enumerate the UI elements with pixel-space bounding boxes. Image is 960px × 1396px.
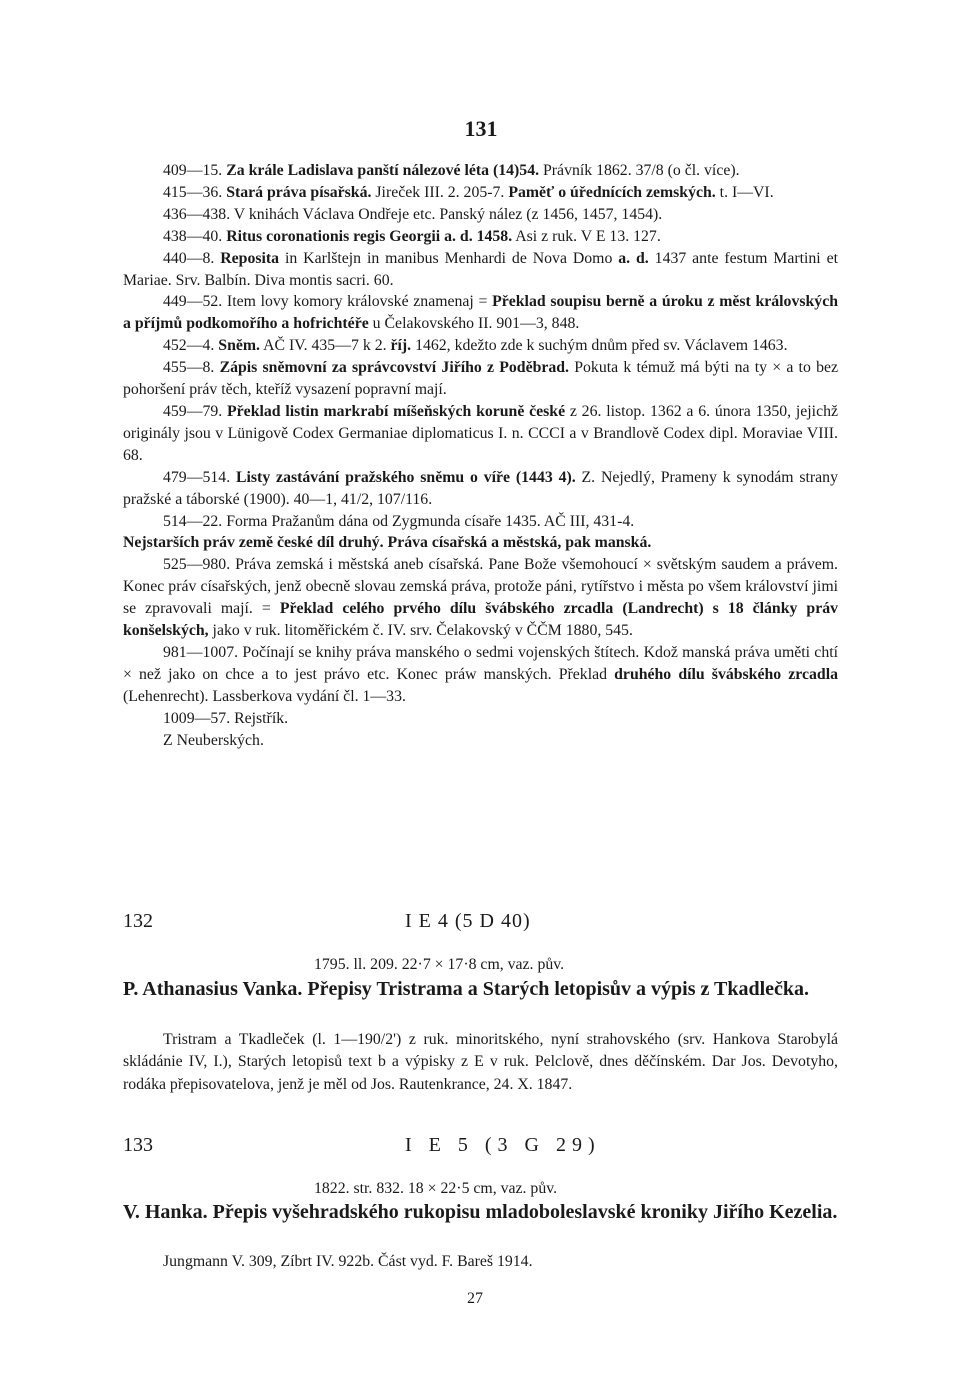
record-meta: 1822. str. 832. 18 × 22·5 cm, vaz. pův.: [314, 1180, 558, 1197]
entry-bold-text: druhého dílu švábského zrcadla: [614, 665, 839, 683]
entry-text: (Lehenrecht). Lassberkova vydání čl. 1—33.: [123, 687, 406, 705]
record-body: Jungmann V. 309, Zíbrt IV. 922b. Část vyd. F. Bareš 1914.: [163, 1253, 533, 1270]
entry-text: jako v ruk. litoměřickém č. IV. srv. Čelakovský v ČČM 1880, 545.: [208, 622, 633, 640]
entry-paragraph: [123, 642, 838, 708]
entry-text: 1009—57. Rejstřík.: [163, 709, 289, 727]
entry-bold-text: Překlad soupisu berně a úroku z měst královských a příjmů podkomořího a hofrichtéře: [123, 293, 838, 333]
entry-text: 409—15.: [163, 162, 227, 179]
entry-bold-text: Nejstarších práv země české díl druhý. Práva císařská a městská, pak manská.: [123, 534, 652, 552]
entry-bold-text: Překlad listin markrabí míšeňských koruně české: [227, 402, 566, 420]
entry-text: 455—8.: [163, 359, 220, 377]
entry-paragraph: [123, 226, 838, 248]
entry-paragraph: [123, 401, 838, 467]
record-number: 133: [123, 1134, 153, 1156]
entry-bold-text: Za krále Ladislava panští nálezové léta (14)54.: [226, 162, 540, 179]
entry-paragraph: [123, 248, 838, 292]
record-title: P. Athanasius Vanka. Přepisy Tristrama a Starých letopisův a výpis z Tkadlečka.: [123, 978, 810, 1000]
entry-paragraph: [123, 335, 838, 357]
entry-text: AČ IV. 435—7 k 2.: [260, 337, 391, 355]
entry-text: Pokuta k témuž má býti na ty × a to bez pohoršení práv těch, kteříž vysazení popravní mají.: [123, 359, 838, 399]
entry-bold-text: Ritus coronationis regis Georgii a. d. 1458.: [226, 227, 513, 245]
entry-bold-text: říj.: [390, 337, 412, 355]
record-signature: I E 5 (3 G 29): [405, 1134, 601, 1156]
entry-paragraph: [123, 357, 838, 401]
page-number: 131: [464, 116, 498, 141]
entry-text: 525—980. Práva zemská i městská aneb císařská. Pane Bože všemohoucí × světským saudem a právem. Konec práv císařských, jenž obecně slovau zemská práva, protože páni, rytířstvo i města po všem království jimi se zpravovali mají. =: [123, 556, 838, 618]
entry-text: 436—438. V knihách Václava Ondřeje etc. Panský nález (z 1456, 1457, 1454).: [163, 205, 663, 223]
record-body: Tristram a Tkadleček (l. 1—190/2') z ruk. minoritského, nyní strahovského (srv. Hankova Starobylá skládánie IV, I.), Starých letopisů text b a výpisky z E v ruk. Pelclově, dnes děčínském. Dar Jos. Devotyho, rodáka přepisovatelova, jenž je měl od Jos. Rautenkrance, 24. X. 1847.: [123, 1031, 838, 1093]
entry-bold-text: Listy zastávání pražského sněmu o víře (1443 4).: [235, 468, 576, 486]
entry-paragraph: [123, 708, 838, 730]
entry-paragraph: [123, 204, 838, 226]
entry-text: z 26. listop. 1362 a 6. února 1350, jejichž originály jsou v Lünigově Codex Germaniae diplomaticus I. n. CCCI a v Brandlově Codex dipl. Moraviae VIII. 68.: [123, 402, 838, 464]
entry-bold-text: Paměť o úřednících zemských.: [508, 183, 716, 201]
record-signature: I E 4 (5 D 40): [405, 910, 531, 932]
entry-paragraph: [123, 554, 838, 642]
entry-text: 981—1007. Počínají se knihy práva manského o sedmi vojenských štítech. Kdož manská práva uměti chtí × než jako on chce a to jest právo etc. Konec práw manských. Překlad: [123, 643, 838, 683]
entry-text: Právník 1862. 37/8 (o čl. více).: [539, 162, 740, 179]
entry-paragraph: [123, 291, 838, 335]
entry-text: 459—79.: [163, 402, 228, 420]
entry-bold-text: Stará práva písařská.: [226, 183, 372, 201]
record-title: V. Hanka. Přepis vyšehradského rukopisu mladoboleslavské kroniky Jiřího Kezelia.: [123, 1201, 838, 1223]
entry-bold-text: Sněm.: [218, 337, 260, 355]
entry-text: u Čelakovského II. 901—3, 848.: [368, 315, 580, 333]
entry-text: 449—52. Item lovy komory královské znamenaj =: [163, 293, 493, 311]
entry-bold-text: Reposita: [220, 249, 280, 267]
entry-text: 438—40.: [163, 227, 227, 245]
entry-text: 479—514.: [163, 468, 236, 486]
entry-list: [123, 160, 838, 751]
entry-text: Z Neuberských.: [163, 731, 264, 749]
record-meta: 1795. ll. 209. 22·7 × 17·8 cm, vaz. pův.: [314, 956, 565, 973]
entry-bold-text: a. d.: [618, 249, 649, 267]
entry-paragraph: [123, 532, 838, 554]
record-number: 132: [123, 910, 153, 932]
entry-text: Z. Nejedlý, Prameny k synodám strany pražské a táborské (1900). 40—1, 41/2, 107/116.: [123, 468, 838, 508]
entry-text: Jireček III. 2. 205-7.: [371, 183, 509, 201]
entry-paragraph: [123, 467, 838, 511]
entry-text: in Karlštejn in manibus Menhardi de Nova Domo: [279, 249, 619, 267]
entry-text: 1462, kdežto zde k suchým dnům před sv. Václavem 1463.: [411, 337, 788, 355]
footer-page-number: 27: [467, 1290, 483, 1307]
entry-text: 1437 ante festum Martini et Mariae. Srv. Balbín. Diva montis sacri. 60.: [123, 249, 838, 289]
entry-text: t. I—VI.: [715, 183, 774, 201]
record-header: [123, 910, 838, 940]
entry-text: 415—36.: [163, 183, 227, 201]
entry-paragraph: [123, 182, 838, 204]
record-header: [123, 1134, 838, 1164]
entry-paragraph: [123, 511, 838, 533]
entry-text: 514—22. Forma Pražanům dána od Zygmunda císaře 1435. AČ III, 431-4.: [163, 512, 635, 530]
entry-text: 452—4.: [163, 337, 219, 355]
entry-paragraph: [123, 160, 838, 182]
entry-bold-text: Zápis sněmovní za správcovství Jiřího z Poděbrad.: [219, 359, 570, 377]
entry-bold-text: Překlad celého prvého dílu švábského zrcadla (Landrecht) s 18 články práv konšelských,: [123, 600, 839, 640]
entry-text: 440—8.: [163, 249, 221, 267]
entry-paragraph: [123, 730, 838, 752]
entry-text: Asi z ruk. V E 13. 127.: [512, 227, 661, 245]
